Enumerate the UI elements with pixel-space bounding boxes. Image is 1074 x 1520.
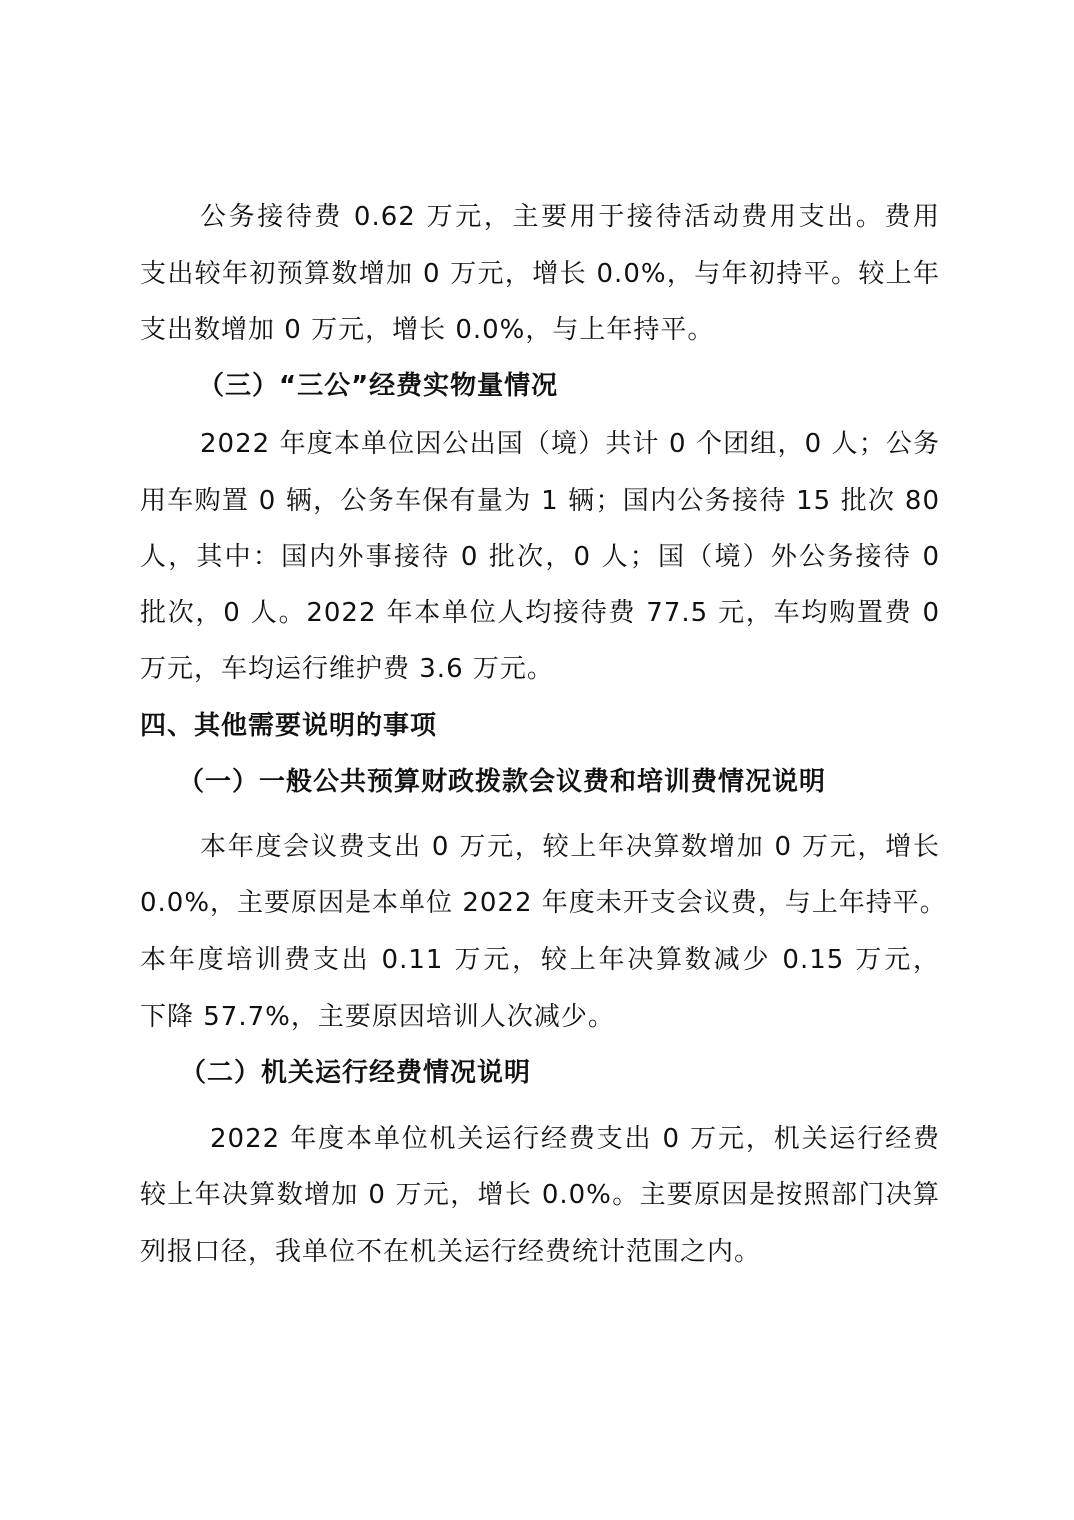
section-three-line-2: 用车购置 0 辆，公务车保有量为 1 辆；国内公务接待 15 批次 80 — [140, 486, 940, 516]
sub-two-line-2: 较上年决算数增加 0 万元，增长 0.0%。主要原因是按照部门决算 — [140, 1180, 940, 1210]
reception-paragraph-line-2: 支出较年初预算数增加 0 万元，增长 0.0%，与年初持平。较上年 — [140, 259, 940, 289]
section-three-line-3: 人，其中：国内外事接待 0 批次，0 人；国（境）外公务接待 0 — [140, 542, 940, 572]
sub-one-line-4: 下降 57.7%，主要原因培训人次减少。 — [140, 1002, 615, 1032]
sub-two-line-1: 2022 年度本单位机关运行经费支出 0 万元，机关运行经费 — [210, 1124, 940, 1154]
sub-one-line-3: 本年度培训费支出 0.11 万元，较上年决算数减少 0.15 万元， — [140, 945, 940, 975]
sub-one-heading: （一）一般公共预算财政拨款会议费和培训费情况说明 — [178, 767, 827, 797]
reception-paragraph-line-1: 公务接待费 0.62 万元，主要用于接待活动费用支出。费用 — [200, 202, 940, 232]
section-four-heading: 四、其他需要说明的事项 — [140, 711, 438, 741]
section-three-line-4: 批次，0 人。2022 年本单位人均接待费 77.5 元，车均购置费 0 — [140, 598, 940, 628]
section-three-line-1: 2022 年度本单位因公出国（境）共计 0 个团组，0 人；公务 — [200, 429, 940, 459]
sub-two-line-3: 列报口径，我单位不在机关运行经费统计范围之内。 — [140, 1237, 762, 1267]
section-three-heading: （三）“三公”经费实物量情况 — [198, 371, 559, 401]
sub-two-heading: （二）机关运行经费情况说明 — [180, 1058, 532, 1088]
reception-paragraph-line-3: 支出数增加 0 万元，增长 0.0%，与上年持平。 — [140, 315, 715, 345]
sub-one-line-2: 0.0%，主要原因是本单位 2022 年度未开支会议费，与上年持平。 — [140, 888, 947, 918]
section-three-line-5: 万元，车均运行维护费 3.6 万元。 — [140, 654, 554, 684]
sub-one-line-1: 本年度会议费支出 0 万元，较上年决算数增加 0 万元，增长 — [200, 832, 940, 862]
